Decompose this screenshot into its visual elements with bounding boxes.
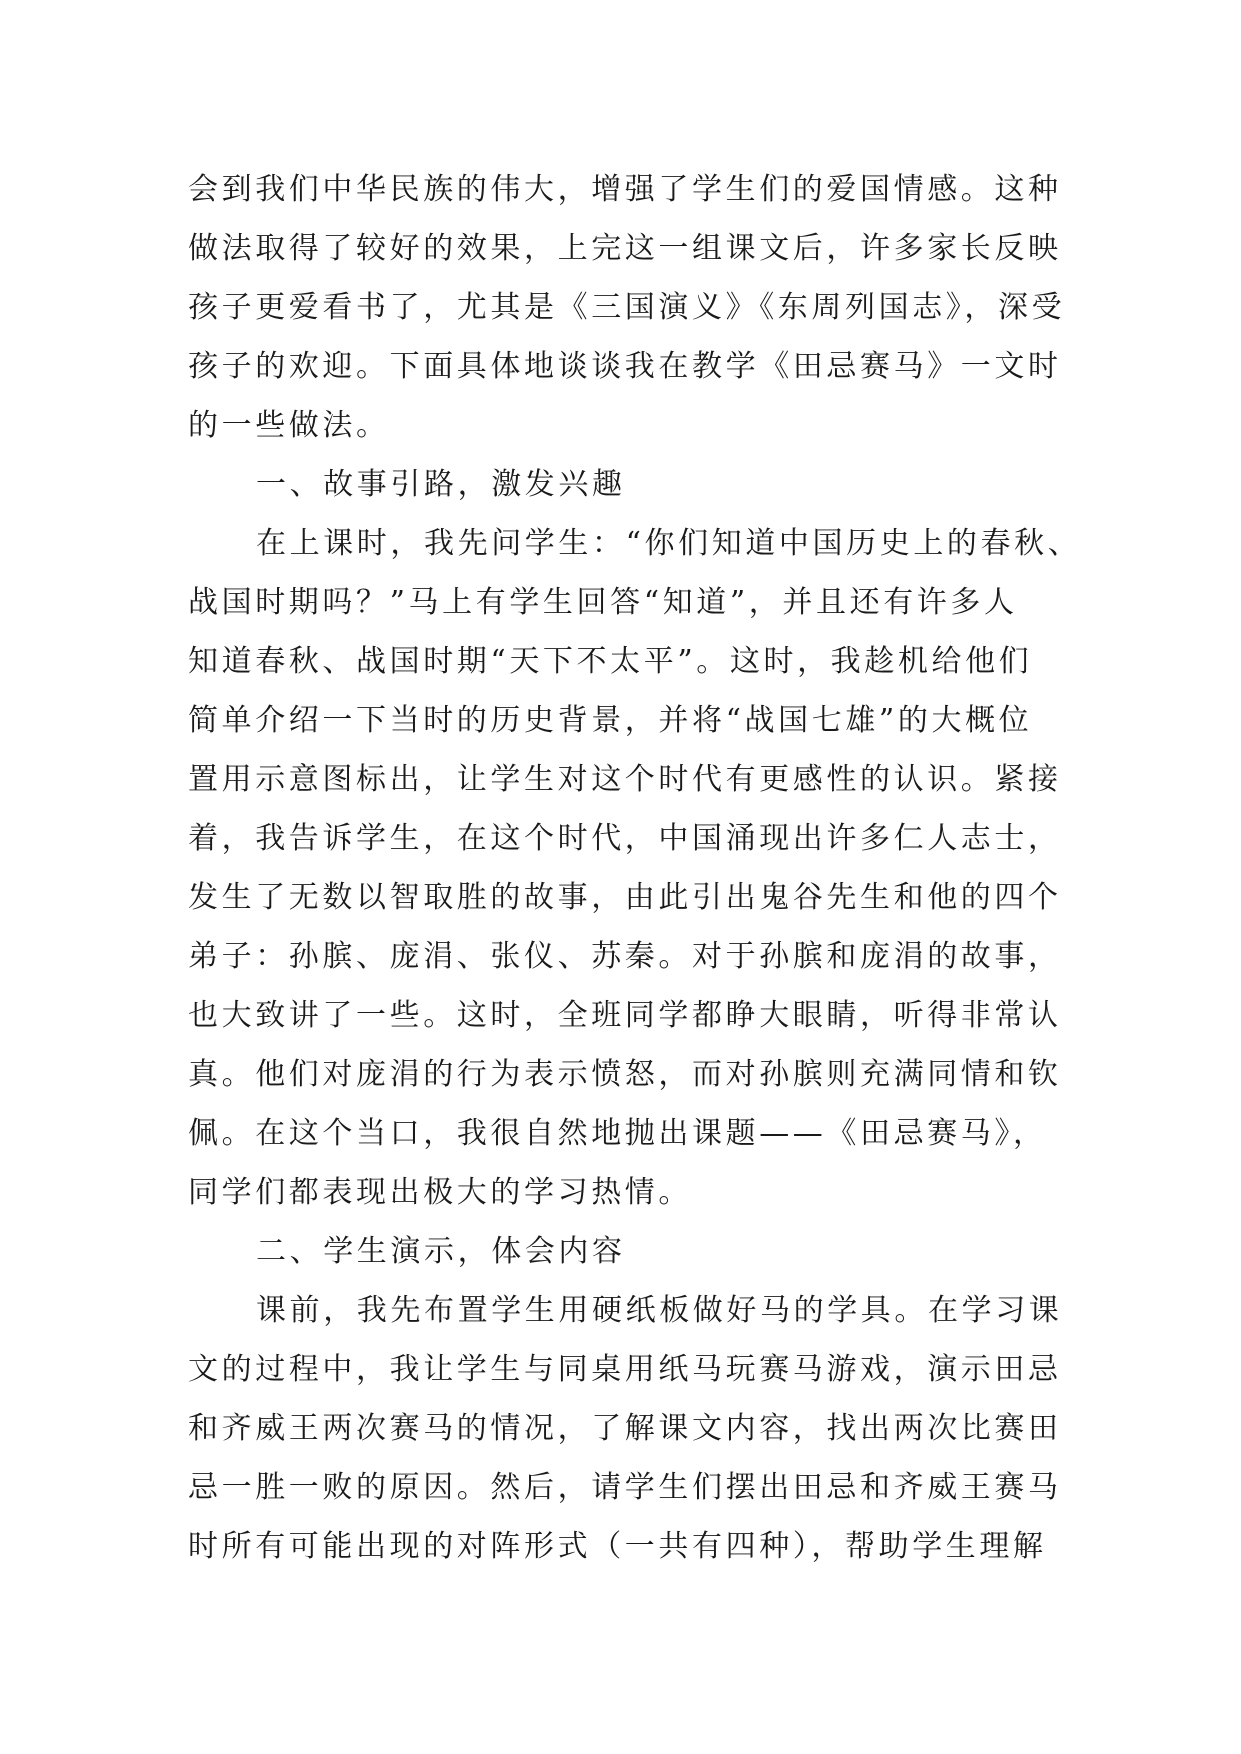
text-line: 也大致讲了一些。这时，全班同学都睁大眼睛，听得非常认: [188, 998, 1062, 1033]
section-heading: 一、故事引路，激发兴趣: [256, 467, 626, 502]
text-line: 孩子更爱看书了，尤其是《三国演义》《东周列国志》，深受: [188, 290, 1066, 325]
text-line: 忌一胜一败的原因。然后，请学生们摆出田忌和齐威王赛马: [188, 1470, 1062, 1505]
text-line: 置用示意图标出，让学生对这个时代有更感性的认识。紧接: [188, 762, 1062, 797]
text-line: 真。他们对庞涓的行为表示愤怒，而对孙膑则充满同情和钦: [188, 1057, 1062, 1092]
text-line: 和齐威王两次赛马的情况，了解课文内容，找出两次比赛田: [188, 1411, 1062, 1446]
text-line: 发生了无数以智取胜的故事，由此引出鬼谷先生和他的四个: [188, 880, 1062, 915]
text-line: 弟子：孙膑、庞涓、张仪、苏秦。对于孙膑和庞涓的故事，: [188, 939, 1062, 974]
article-text: [188, 160, 1082, 1576]
text-line: 战国时期吗？”马上有学生回答“知道”，并且还有许多人: [188, 585, 1018, 620]
section-heading: 二、学生演示，体会内容: [256, 1234, 626, 1269]
text-line: 做法取得了较好的效果，上完这一组课文后，许多家长反映: [188, 231, 1062, 266]
text-line: 文的过程中，我让学生与同桌用纸马玩赛马游戏，演示田忌: [188, 1352, 1062, 1387]
text-line: 时所有可能出现的对阵形式（一共有四种），帮助学生理解: [188, 1529, 1047, 1564]
text-line: 知道春秋、战国时期“天下不太平”。这时，我趁机给他们: [188, 644, 1033, 679]
paragraph-first-line: 课前，我先布置学生用硬纸板做好马的学具。在学习课: [256, 1293, 1063, 1328]
text-line: 佩。在这个当口，我很自然地抛出课题——《田忌赛马》，: [188, 1116, 1047, 1151]
text-line: 孩子的欢迎。下面具体地谈谈我在教学《田忌赛马》一文时: [188, 349, 1062, 384]
text-line: 简单介绍一下当时的历史背景，并将“战国七雄”的大概位: [188, 703, 1033, 738]
text-line: 会到我们中华民族的伟大，增强了学生们的爱国情感。这种: [188, 172, 1062, 207]
text-line: 同学们都表现出极大的学习热情。: [188, 1175, 692, 1210]
text-line: 着，我告诉学生，在这个时代，中国涌现出许多仁人志士，: [188, 821, 1062, 856]
text-line: 的一些做法。: [188, 408, 390, 443]
paragraph-first-line: 在上课时，我先问学生：“你们知道中国历史上的春秋、: [256, 526, 1082, 561]
